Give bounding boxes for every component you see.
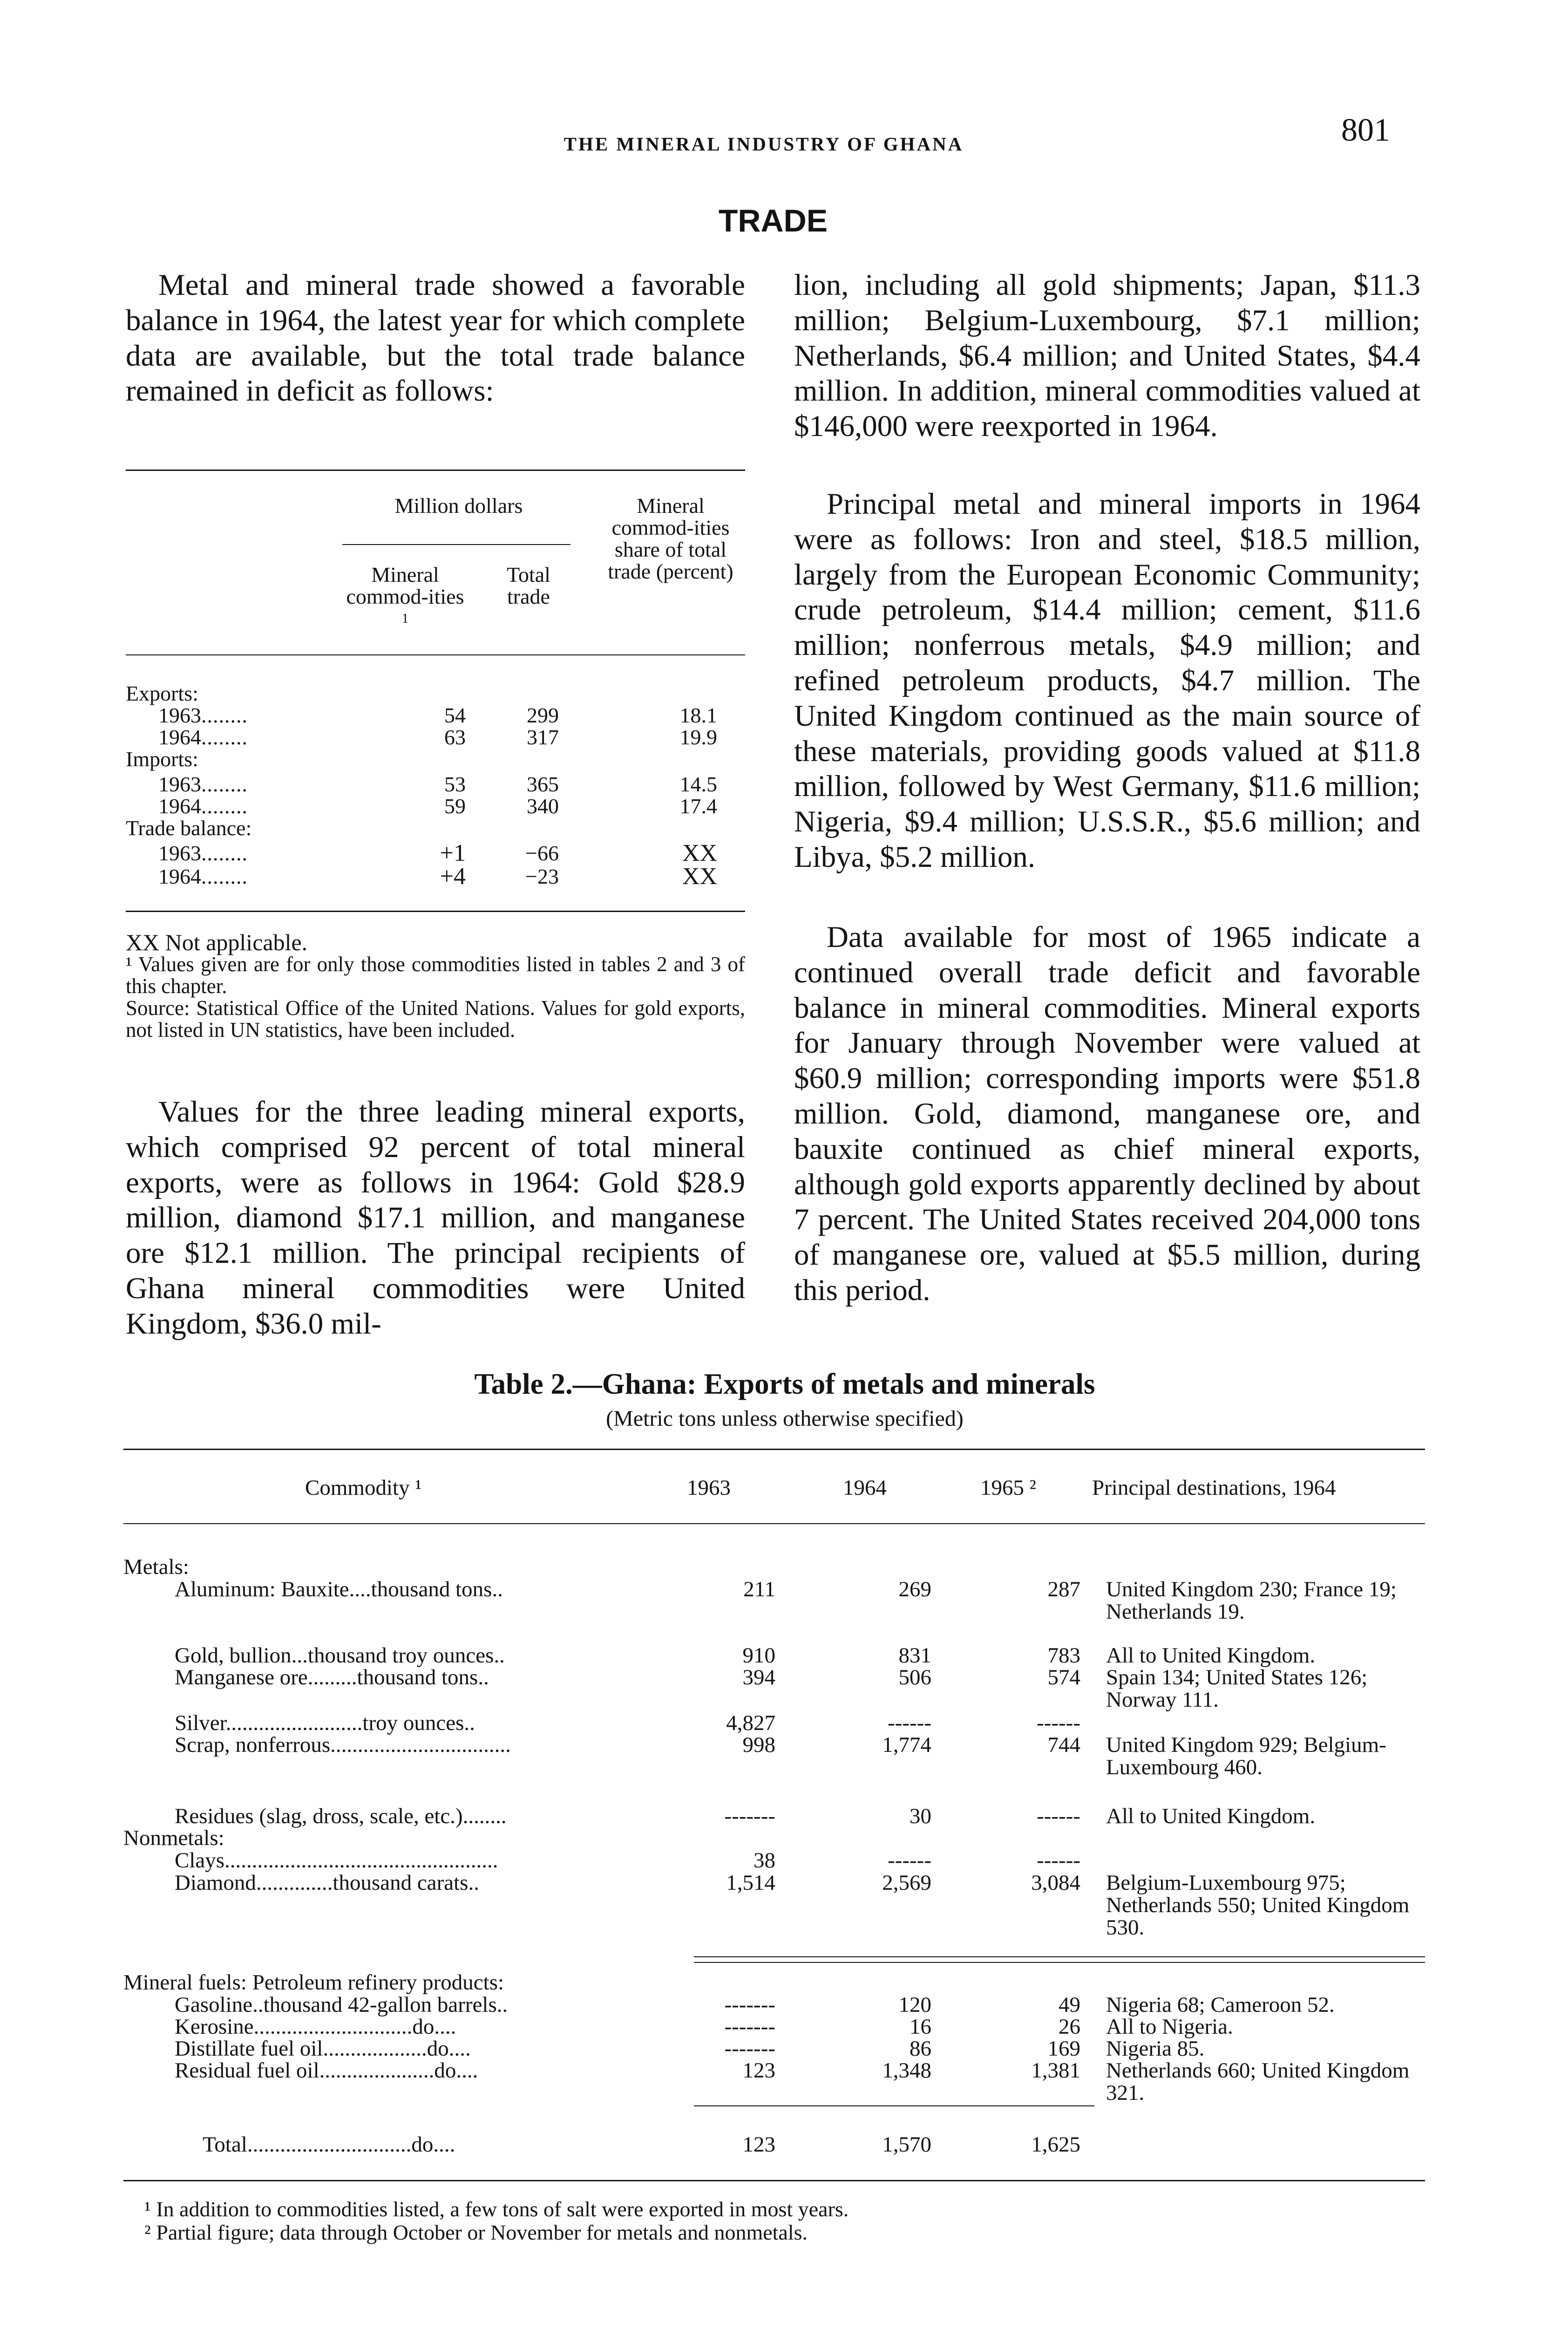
- table2-dest: Belgium-Luxembourg 975; Netherlands 550; United Kingdom 530.: [1106, 1871, 1410, 1940]
- note-xx: XX Not applicable.: [126, 929, 308, 955]
- imports-paragraph: Principal metal and mineral imports in 1964 were as follows: Iron and steel, $18.5 million, largely from the European Economic Community; crude petroleum, $14.4 million; cement, $11.6 million; nonferrous metals, $4.9 million; and refined petroleum products, $4.7 million. The United Kingdom continued as the main source of these materials, providing goods valued at $11.8 million, followed by West Germany, $11.6 million; Nigeria, $9.4 million; U.S.S.R., $5.6 million; and Libya, $5.2 million.: [794, 487, 1420, 874]
- trade-cell: +1: [440, 840, 466, 866]
- table2-header-commodity: Commodity ¹: [305, 1476, 422, 1500]
- table2-cell: 1,625: [1031, 2132, 1080, 2157]
- table2-row-residues: Residues (slag, dross, scale, etc.)........: [175, 1804, 507, 1828]
- table2-row-scrap: Scrap, nonferrous.................................: [175, 1733, 511, 1757]
- page-number: 801: [1341, 112, 1390, 148]
- table2-row-diamond: Diamond..............thousand carats..: [175, 1871, 479, 1895]
- trade-cell: 14.5: [679, 772, 717, 796]
- trade-cell: 317: [527, 725, 559, 749]
- table2-cell: 123: [742, 2058, 775, 2083]
- trade-col-mineral-header: [342, 564, 468, 634]
- table2-cell: 26: [1059, 2015, 1080, 2039]
- table2-cell: -------: [724, 1804, 775, 1828]
- table2-cell: 998: [742, 1733, 775, 1757]
- exports-paragraph-part1: Values for the three leading mineral exports, which comprised 92 percent of total mineral exports, were as follows in 1964: Gold $28.9 million, diamond $17.1 million, and manganese ore $12.1 million. The principal recipients of Ghana mineral commodities were United Kingdom, $36.0 mil-: [126, 1095, 745, 1341]
- table2-row-bauxite: Aluminum: Bauxite....thousand tons..: [175, 1577, 503, 1601]
- table2-row-manganese: Manganese ore.........thousand tons..: [175, 1665, 489, 1689]
- table2-cell: 910: [742, 1643, 775, 1668]
- table2-cell: 49: [1059, 1993, 1080, 2017]
- trade-col-total-header: Total trade: [507, 563, 550, 608]
- trade-cell: XX: [682, 840, 717, 866]
- table2-group-fuels: Mineral fuels: Petroleum refinery products:: [123, 1970, 504, 1995]
- table2-footnote-1: ¹ In addition to commodities listed, a few tons of salt were exported in most years.: [144, 2197, 849, 2221]
- table2-row-residual: Residual fuel oil.....................do....: [175, 2058, 478, 2083]
- table2-title: Table 2.—Ghana: Exports of metals and minerals: [474, 1368, 1095, 1400]
- table2-cell: 1,570: [882, 2132, 931, 2157]
- table2-dest: United Kingdom 929; Belgium-Luxembourg 460.: [1106, 1733, 1386, 1779]
- trade-table-bottom-rule: [126, 911, 745, 912]
- trade-cell: +4: [440, 863, 466, 890]
- note-1: ¹ Values given are for only those commodities listed in tables 2 and 3 of this chapter.: [126, 953, 745, 998]
- table2-cell: 783: [1047, 1643, 1080, 1668]
- trade-cell: −66: [525, 841, 559, 865]
- trade-cell: 365: [527, 772, 559, 796]
- section-title: TRADE: [718, 203, 828, 238]
- exports-paragraph-part2: lion, including all gold shipments; Japan, $11.3 million; Belgium-Luxembourg, $7.1 million; Netherlands, $6.4 million; and United States, $4.4 million. In addition, mineral commodities valued at $146,000 were reexported in 1964.: [794, 268, 1420, 443]
- table2-header-destinations: Principal destinations, 1964: [1092, 1476, 1336, 1500]
- trade-cell: 59: [444, 794, 466, 818]
- table2-group-metals: Metals:: [123, 1555, 189, 1579]
- table2-dest: Spain 134; United States 126; Norway 111.: [1106, 1665, 1368, 1712]
- running-head: THE MINERAL INDUSTRY OF GHANA: [563, 133, 964, 155]
- table2-separator: [694, 1962, 1425, 1963]
- intro-paragraph: Metal and mineral trade showed a favorable balance in 1964, the latest year for which complete data are available, but the total trade balance remained in deficit as follows:: [126, 268, 745, 408]
- table2-cell: 269: [898, 1577, 931, 1601]
- table2-cell: 1,514: [726, 1871, 775, 1895]
- table2-cell: ------: [1037, 1848, 1080, 1873]
- trade-cell: 17.4: [679, 794, 717, 818]
- table2-cell: 38: [753, 1848, 775, 1873]
- table2-cell: 394: [742, 1665, 775, 1689]
- table2-cell: ------: [1037, 1711, 1080, 1735]
- table2-top-rule: [123, 1449, 1425, 1450]
- outlook-paragraph: Data available for most of 1965 indicate a continued overall trade deficit and favorable balance in mineral commodities. Mineral exports for January through November were valued at $60.9 million; corresponding imports were $51.8 million. Gold, diamond, manganese ore, and bauxite continued as chief mineral exports, although gold exports apparently declined by about 7 percent. The United States received 204,000 tons of manganese ore, valued at $5.5 million, during this period.: [794, 920, 1420, 1307]
- table2-header-rule: [123, 1523, 1425, 1524]
- table2-cell: ------: [1037, 1804, 1080, 1828]
- table2-cell: 120: [898, 1993, 931, 2017]
- table2-row-total: Total..............................do....: [203, 2132, 455, 2157]
- table2-cell: 86: [910, 2036, 931, 2061]
- table2-separator: [694, 1956, 1425, 1957]
- trade-row-label: 1963........: [158, 703, 248, 727]
- trade-row-label: 1964........: [158, 725, 248, 749]
- table2-subtitle: (Metric tons unless otherwise specified): [606, 1406, 964, 1431]
- trade-table-top-rule: [126, 470, 745, 471]
- table2-row-distillate: Distillate fuel oil...................do....: [175, 2036, 471, 2061]
- table2-cell: 744: [1047, 1733, 1080, 1757]
- table2-row-clays: Clays..................................................: [175, 1848, 498, 1873]
- table2-dest: Nigeria 85.: [1106, 2036, 1205, 2061]
- table2-bottom-rule: [123, 2180, 1425, 2181]
- table2-cell: 1,774: [882, 1733, 931, 1757]
- table2-cell: 211: [743, 1577, 775, 1601]
- trade-col-mineral-label: Mineral commod-ities: [346, 563, 464, 608]
- table2-group-nonmetals: Nonmetals:: [123, 1826, 224, 1850]
- trade-table-group-rule: [342, 544, 570, 545]
- table2-cell: 287: [1047, 1577, 1080, 1601]
- table2-cell: 1,381: [1031, 2058, 1080, 2083]
- trade-cell: 53: [444, 772, 466, 796]
- trade-section-balance: Trade balance:: [126, 816, 252, 840]
- table2-cell: 574: [1047, 1665, 1080, 1689]
- table2-cell: ------: [888, 1711, 931, 1735]
- table2-cell: 506: [898, 1665, 931, 1689]
- table2-cell: -------: [724, 2036, 775, 2061]
- table2-dest: All to United Kingdom.: [1106, 1643, 1316, 1668]
- trade-row-label: 1964........: [158, 865, 248, 888]
- trade-cell: −23: [525, 865, 559, 888]
- trade-row-label: 1963........: [158, 772, 248, 796]
- table2-row-gold: Gold, bullion...thousand troy ounces..: [175, 1643, 505, 1668]
- trade-section-exports: Exports:: [126, 681, 198, 705]
- table2-row-kerosine: Kerosine.............................do....: [175, 2015, 456, 2039]
- trade-cell: 299: [527, 703, 559, 727]
- table2-cell: 4,827: [726, 1711, 775, 1735]
- trade-cell: 18.1: [679, 703, 717, 727]
- table2-dest: Netherlands 660; United Kingdom 321.: [1106, 2058, 1410, 2105]
- table2-cell: -------: [724, 1993, 775, 2017]
- table2-dest: Nigeria 68; Cameroon 52.: [1106, 1993, 1335, 2017]
- table2-cell: ------: [888, 1848, 931, 1873]
- table2-cell: -------: [724, 2015, 775, 2039]
- table2-cell: 123: [742, 2132, 775, 2157]
- trade-cell: 19.9: [679, 725, 717, 749]
- table2-footnote-2: ² Partial figure; data through October or November for metals and nonmetals.: [144, 2220, 808, 2244]
- trade-table-group-header: Million dollars: [394, 494, 523, 518]
- table2-cell: 831: [898, 1643, 931, 1668]
- note-source: Source: Statistical Office of the United Nations. Values for gold exports, not listed in UN statistics, have been included.: [126, 996, 745, 1042]
- table2-cell: 3,084: [1031, 1871, 1080, 1895]
- table2-cell: 1,348: [882, 2058, 931, 2083]
- trade-cell: 63: [444, 725, 466, 749]
- table2-cell: 2,569: [882, 1871, 931, 1895]
- trade-col-mineral-footnote: 1: [401, 611, 409, 626]
- table2-row-gasoline: Gasoline..thousand 42-gallon barrels..: [175, 1993, 508, 2017]
- table2-cell: 169: [1047, 2036, 1080, 2061]
- trade-cell: 340: [527, 794, 559, 818]
- table2-header-1963: 1963: [687, 1476, 731, 1500]
- trade-cell: 54: [444, 703, 466, 727]
- trade-table-header-rule: [126, 654, 745, 655]
- table2-cell: 16: [910, 2015, 931, 2039]
- trade-cell: XX: [682, 863, 717, 890]
- trade-col-share-header: Mineral commod-ities share of total trade (percent): [608, 494, 733, 583]
- table2-dest: All to Nigeria.: [1106, 2015, 1233, 2039]
- table2-header-1964: 1964: [843, 1476, 887, 1500]
- table2-row-silver: Silver.........................troy ounces..: [175, 1711, 475, 1735]
- table2-dest: United Kingdom 230; France 19; Netherlands 19.: [1106, 1577, 1397, 1624]
- trade-section-imports: Imports:: [126, 747, 198, 771]
- table2-cell: 30: [910, 1804, 931, 1828]
- table2-header-1965: 1965 ²: [980, 1476, 1036, 1500]
- trade-row-label: 1963........: [158, 841, 248, 865]
- table2-total-rule: [694, 2105, 1094, 2106]
- trade-table-notes: [126, 929, 745, 1042]
- trade-row-label: 1964........: [158, 794, 248, 818]
- table2-dest: All to United Kingdom.: [1106, 1804, 1316, 1828]
